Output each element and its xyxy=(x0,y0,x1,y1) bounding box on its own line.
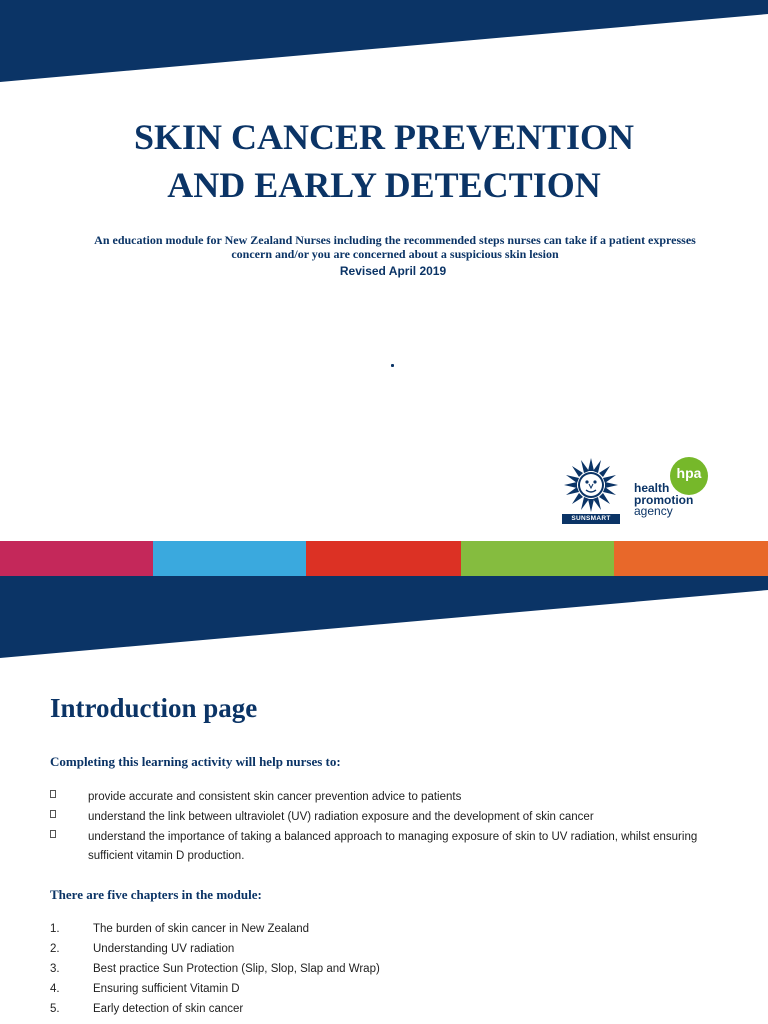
chapter-title: Best practice Sun Protection (Slip, Slop, Slap and Wrap) xyxy=(93,963,380,975)
band-segment-2 xyxy=(153,541,306,576)
chapter-number: 5. xyxy=(50,1003,60,1015)
cover-title xyxy=(0,113,768,209)
chapter-title: Ensuring sufficient Vitamin D xyxy=(93,983,240,995)
sunsmart-label: SUNSMART xyxy=(562,514,620,524)
revised-date: Revised April 2019 xyxy=(339,264,447,278)
bottom-banner xyxy=(0,576,768,660)
bullet-text: understand the link between ultraviolet (UV) radiation exposure and the development of skin cancer xyxy=(88,811,594,823)
band-segment-5 xyxy=(614,541,768,576)
sunsmart-logo xyxy=(562,457,620,525)
hpa-badge-text: hpa xyxy=(676,465,702,481)
sun-face-icon xyxy=(562,457,620,513)
hpa-line-2: promotion xyxy=(634,493,694,507)
color-band xyxy=(0,541,768,576)
chapters-heading: There are five chapters in the module: xyxy=(50,887,262,902)
center-dot xyxy=(391,364,394,367)
band-segment-1 xyxy=(0,541,153,576)
chapter-number: 1. xyxy=(50,923,60,935)
chapter-number: 4. xyxy=(50,983,60,995)
chapter-title: The burden of skin cancer in New Zealand xyxy=(93,923,310,935)
chapter-number: 3. xyxy=(50,963,60,975)
chapter-title: Understanding UV radiation xyxy=(93,943,235,955)
bullet-text: understand the importance of taking a balanced approach to managing exposure of skin to UV radiation, whilst ensuring sufficient vitamin D production. xyxy=(88,831,698,862)
hpa-line-1: health xyxy=(634,481,670,495)
band-segment-4 xyxy=(461,541,614,576)
top-banner xyxy=(0,0,768,84)
bullet-text: provide accurate and consistent skin cancer prevention advice to patients xyxy=(88,791,462,803)
hpa-logo xyxy=(632,456,712,518)
intro-heading: Introduction page xyxy=(50,693,258,723)
cover-subtitle xyxy=(90,233,700,261)
cover-subtitle-line-2: concern and/or you are concerned about a suspicious skin lesion xyxy=(231,247,559,261)
bullet-marker-icon xyxy=(50,790,56,798)
chapter-title: Early detection of skin cancer xyxy=(93,1003,244,1015)
hpa-line-3: agency xyxy=(634,504,673,518)
bullet-marker-icon xyxy=(50,810,56,818)
cover-subtitle-line-1: An education module for New Zealand Nurses including the recommended steps nurses can take if a patient expresses xyxy=(94,233,696,247)
cover-title-line-2: AND EARLY DETECTION xyxy=(167,165,601,205)
bullet-marker-icon xyxy=(50,830,56,838)
chapter-number: 2. xyxy=(50,943,60,955)
band-segment-3 xyxy=(306,541,461,576)
intro-subheading: Completing this learning activity will help nurses to: xyxy=(50,754,341,769)
cover-title-line-1: SKIN CANCER PREVENTION xyxy=(133,117,635,157)
